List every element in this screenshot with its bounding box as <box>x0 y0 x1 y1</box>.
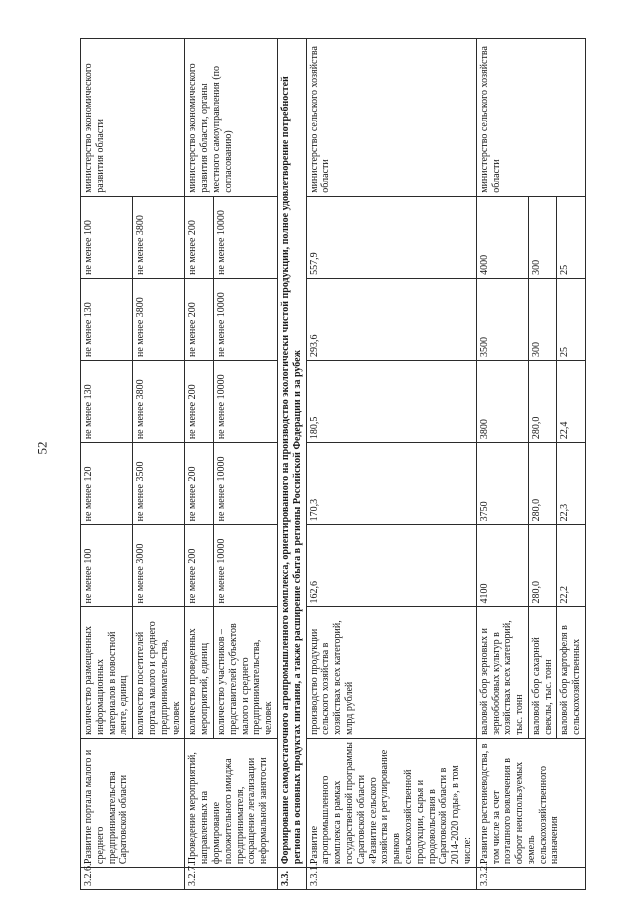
indicator-value: 3750 <box>476 443 528 525</box>
indicator-value: не менее 200 <box>185 443 214 525</box>
indicator-label: количество участников – представителей субъектов малого и среднего предпринимательства, человек <box>213 607 277 738</box>
table-row <box>306 39 476 890</box>
table-row <box>81 39 133 890</box>
indicator-value: 280,0 <box>528 525 557 607</box>
indicator-value: 557,9 <box>306 196 476 278</box>
indicator-value: 300 <box>528 278 557 360</box>
indicator-value: не менее 10000 <box>213 278 277 360</box>
row-number: 3.3.2. <box>476 868 585 890</box>
indicator-value: не менее 10000 <box>213 196 277 278</box>
indicator-value: 22,3 <box>557 443 586 525</box>
indicator-value: не менее 200 <box>185 278 214 360</box>
indicator-value: 3500 <box>476 278 528 360</box>
indicator-value: не менее 120 <box>81 443 133 525</box>
indicator-label: производство продукции сельского хозяйства в хозяйствах всех категорий, млрд рублей <box>306 607 476 738</box>
indicator-label: количество проведенных мероприятий, единиц <box>185 607 214 738</box>
section-row <box>277 39 306 890</box>
indicator-value: 3800 <box>476 361 528 443</box>
indicator-label: количество размещенных информационных материалов в новостной ленте, единиц <box>81 607 133 738</box>
responsible-body: министерство сельского хозяйства области <box>476 39 585 197</box>
indicator-value: не менее 10000 <box>213 525 277 607</box>
indicator-value: 180,5 <box>306 361 476 443</box>
indicator-value: не менее 100 <box>81 196 133 278</box>
section-title: Формирование самодостаточного агропромышленного комплекса, ориентированного на производство экологически чистой продукции, полное удовлетворение потребностей региона в основных продуктах питания, а также расширение сбыта в регионы Российской Федерации и за рубеж <box>277 39 306 868</box>
indicator-value: не менее 200 <box>185 196 214 278</box>
responsible-body: министерство сельского хозяйства области <box>306 39 476 197</box>
indicator-value: 4100 <box>476 525 528 607</box>
row-number: 3.2.7. <box>185 868 278 890</box>
table-row <box>185 39 214 890</box>
indicator-value: 22,2 <box>557 525 586 607</box>
measure-name: Развитие портала малого и среднего предпринимательства Саратовской области <box>81 738 185 867</box>
indicator-value: не менее 200 <box>185 361 214 443</box>
indicator-value: 25 <box>557 196 586 278</box>
indicator-value: не менее 100 <box>81 525 133 607</box>
measures-table <box>80 38 586 890</box>
indicator-value: 280,0 <box>528 443 557 525</box>
indicator-value: не менее 3800 <box>133 361 185 443</box>
page-number: 52 <box>34 441 50 455</box>
indicator-value: 280,0 <box>528 361 557 443</box>
indicator-value: не менее 130 <box>81 278 133 360</box>
indicator-value: не менее 10000 <box>213 361 277 443</box>
indicator-value: 300 <box>528 196 557 278</box>
indicator-value: не менее 200 <box>185 525 214 607</box>
indicator-label: валовой сбор сахарной свеклы, тыс. тонн <box>528 607 557 738</box>
table-area <box>80 38 600 890</box>
table-row <box>476 39 528 890</box>
indicator-value: не менее 3800 <box>133 196 185 278</box>
indicator-value: 293,6 <box>306 278 476 360</box>
indicator-label: валовой сбор картофеля в сельскохозяйственных <box>557 607 586 738</box>
indicator-value: не менее 3500 <box>133 443 185 525</box>
indicator-label: валовой сбор зерновых и зернобобовых культур в хозяйствах всех категорий, тыс. тонн <box>476 607 528 738</box>
indicator-value: не менее 3000 <box>133 525 185 607</box>
section-number: 3.3. <box>277 868 306 890</box>
indicator-value: 170,3 <box>306 443 476 525</box>
responsible-body: министерство экономического развития области <box>81 39 185 197</box>
measure-name: Развитие агропромышленного комплекса в рамках государственной программы Саратовской области «Развитие сельского хозяйства и регулирование рынков сельскохозяйственной продукции, сырья и продовольствия в Саратовской области в 2014-2020 годы», в том числе: <box>306 738 476 867</box>
indicator-value: 162,6 <box>306 525 476 607</box>
row-number: 3.3.1. <box>306 868 476 890</box>
indicator-value: 4000 <box>476 196 528 278</box>
measure-name: Проведение мероприятий, направленных на формирование положительного имиджа предпринимателя, сокращение легализации неформальной занятости <box>185 738 278 867</box>
indicator-label: количество посетителей портала малого и среднего предпринимательства, человек <box>133 607 185 738</box>
indicator-value: не менее 3800 <box>133 278 185 360</box>
responsible-body: министерство экономического развития области, органы местного самоуправления (по согласованию) <box>185 39 278 197</box>
indicator-value: не менее 10000 <box>213 443 277 525</box>
indicator-value: 22,4 <box>557 361 586 443</box>
indicator-value: 25 <box>557 278 586 360</box>
row-number: 3.2.6. <box>81 868 185 890</box>
measure-name: Развитие растениеводства, в том числе за счет поэтапного вовлечения в оборот неиспользуемых земель сельскохозяйственного назначения <box>476 738 585 867</box>
indicator-value: не менее 130 <box>81 361 133 443</box>
